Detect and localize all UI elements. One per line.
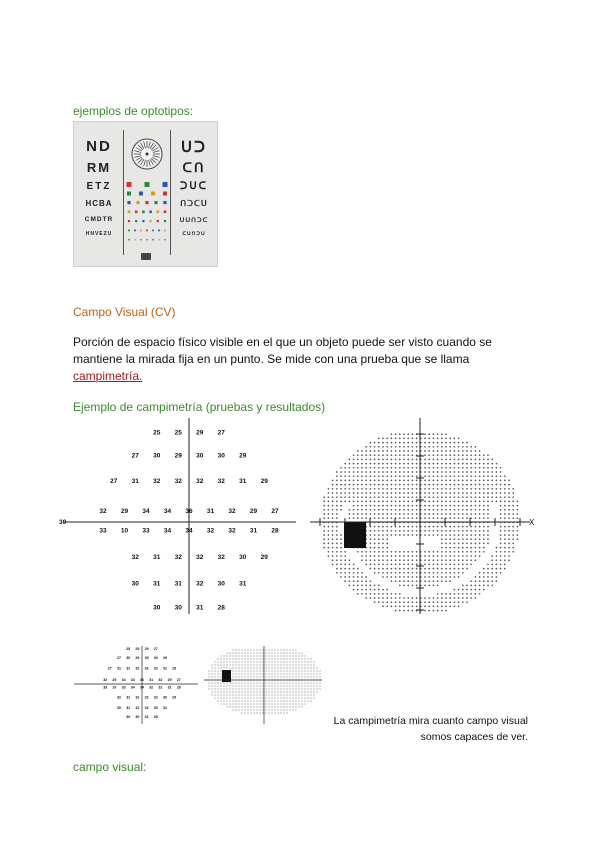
- symbol-row: ᑌᑌᑎᑐᑕ: [179, 217, 209, 224]
- sensitivity-value: 27: [217, 429, 225, 437]
- color-dot: [136, 201, 139, 204]
- symbol-row: ᑎᑐᑕᑌ: [180, 199, 208, 208]
- sensitivity-value: 32: [135, 666, 140, 671]
- astigmatism-dial-icon: [129, 136, 165, 172]
- color-dot: [146, 230, 148, 232]
- sensitivity-value: 32: [217, 553, 225, 561]
- sensitivity-value: 31: [135, 705, 140, 710]
- sensitivity-value: 29: [172, 666, 177, 671]
- sensitivity-value: 31: [163, 666, 167, 671]
- sensitivity-value: 32: [228, 507, 236, 515]
- sensitivity-value: 31: [126, 705, 131, 710]
- sensitivity-value: 34: [163, 527, 172, 535]
- sensitivity-value: 34: [163, 507, 172, 515]
- color-dot: [142, 211, 145, 214]
- sensitivity-value: 25: [135, 646, 140, 651]
- color-dot: [140, 230, 142, 232]
- color-dot: [142, 220, 144, 222]
- sensitivity-value: 33: [121, 685, 126, 690]
- color-dot: [158, 230, 160, 232]
- sensitivity-value: 29: [260, 553, 268, 561]
- sensitivity-value: 32: [206, 527, 215, 535]
- color-dot: [135, 220, 137, 222]
- sensitivity-value: 30: [196, 452, 204, 460]
- blind-spot: [344, 522, 366, 548]
- sensitivity-value: 31: [206, 507, 215, 515]
- sensitivity-value: 29: [135, 656, 140, 661]
- sensitivity-value: 34: [140, 685, 144, 690]
- sensitivity-value: 34: [130, 685, 135, 690]
- sensitivity-value: 28: [153, 715, 158, 720]
- color-dot: [151, 192, 155, 196]
- color-dot: [145, 201, 148, 204]
- sensitivity-value: 31: [153, 580, 161, 588]
- sensitivity-value: 32: [196, 553, 204, 561]
- sensitivity-value: 33: [99, 527, 107, 535]
- sensitivity-value: 36: [140, 678, 144, 683]
- sensitivity-value: 30: [153, 452, 161, 460]
- sensitivity-value: 34: [130, 678, 135, 683]
- symbol-row: ᑌᑐ: [181, 139, 207, 156]
- campimetry-link[interactable]: campimetría.: [73, 369, 143, 383]
- sensitivity-value: 29: [239, 452, 247, 460]
- sensitivity-value: 32: [153, 477, 161, 485]
- sensitivity-value: 31: [239, 580, 247, 588]
- sensitivity-value: 29: [196, 429, 204, 437]
- sensitivity-value: 32: [228, 527, 236, 535]
- sensitivity-value: 29: [260, 477, 268, 485]
- sensitivity-value: 30: [217, 580, 225, 588]
- color-dot: [154, 201, 157, 204]
- sensitivity-value: 31: [131, 477, 139, 485]
- sensitivity-value: 32: [196, 580, 204, 588]
- sensitivity-value: 29: [144, 646, 149, 651]
- sensitivity-value: 33: [142, 527, 150, 535]
- sensitivity-value: 32: [153, 695, 158, 700]
- sensitivity-value: 34: [185, 527, 193, 535]
- definition-line-1: Porción de espacio físico visible en el que un objeto puede ser visto cuando se: [73, 335, 492, 349]
- sensitivity-value: 25: [174, 429, 182, 437]
- sensitivity-value: 32: [117, 695, 121, 700]
- optotype-chart-image: [73, 121, 218, 267]
- sensitivity-value: 34: [121, 678, 126, 683]
- sensitivity-value: 28: [271, 527, 279, 535]
- letter-row: RM: [86, 160, 112, 175]
- color-dot: [127, 182, 132, 187]
- color-dot: [135, 211, 138, 214]
- color-dot: [164, 230, 166, 232]
- sensitivity-value: 32: [144, 695, 149, 700]
- symbol-row: ᑐᑌᑕ: [180, 181, 208, 192]
- sensitivity-value: 30: [135, 715, 140, 720]
- sensitivity-value: 30: [153, 656, 158, 661]
- optotypes-heading: ejemplos de optotipos:: [73, 104, 194, 118]
- color-dot: [145, 182, 150, 187]
- sensitivity-value: 32: [126, 666, 131, 671]
- sensitivity-value: 31: [249, 527, 258, 535]
- sensitivity-value: 31: [239, 477, 247, 485]
- color-dot: [128, 239, 129, 240]
- sensitivity-value: 30: [174, 604, 182, 612]
- sensitivity-value: 27: [117, 656, 121, 661]
- sensitivity-value: 32: [135, 695, 140, 700]
- color-dot: [134, 230, 136, 232]
- sensitivity-value: 31: [126, 695, 131, 700]
- color-dot: [139, 192, 143, 196]
- sensitivity-value: 30: [126, 656, 131, 661]
- sensitivity-value: 31: [144, 715, 149, 720]
- color-dot: [150, 220, 152, 222]
- sensitivity-value: 30: [153, 604, 161, 612]
- sensitivity-value: 31: [174, 580, 182, 588]
- sensitivity-value: 25: [153, 429, 161, 437]
- sensitivity-value: 32: [158, 685, 163, 690]
- color-dot: [164, 211, 167, 214]
- letter-row: ND: [86, 138, 112, 155]
- symbol-row: ᑕᑌᑎᑐᑌ: [182, 231, 206, 237]
- sensitivity-value: 29: [120, 507, 129, 515]
- sensitivity-value: 29: [167, 678, 172, 683]
- sensitivity-value: 34: [142, 507, 150, 515]
- color-dot: [128, 230, 130, 232]
- sensitivity-value: 27: [176, 678, 181, 683]
- sensitivity-value: 30: [217, 452, 225, 460]
- letter-row: CMDTR: [84, 216, 114, 223]
- sensitivity-value: 31: [117, 666, 121, 671]
- letter-row: ETZ: [86, 181, 112, 192]
- color-dot: [140, 239, 141, 240]
- sensitivity-value: 32: [131, 553, 139, 561]
- color-dot: [127, 201, 130, 204]
- sensitivity-value: 31: [196, 604, 204, 612]
- sensitivity-value: 32: [103, 678, 108, 683]
- axis-label-left: 30: [59, 519, 67, 526]
- sensitivity-value: 32: [217, 477, 225, 485]
- sensitivity-value: 32: [99, 507, 107, 515]
- visual-field-subheading: campo visual:: [73, 760, 147, 774]
- sensitivity-value: 29: [112, 678, 117, 683]
- sensitivity-value: 29: [174, 452, 182, 460]
- color-dot: [134, 239, 135, 240]
- sensitivity-value: 25: [126, 646, 131, 651]
- sensitivity-value: 31: [163, 705, 167, 710]
- color-dot: [163, 182, 168, 187]
- sensitivity-value: 30: [131, 580, 139, 588]
- sensitivity-value: 10: [112, 685, 117, 690]
- color-dot: [152, 239, 153, 240]
- caption-line-2: somos capaces de ver.: [420, 731, 528, 743]
- campimetry-caption: [318, 713, 528, 745]
- sensitivity-value: 30: [239, 553, 247, 561]
- campimetry-numeric-chart: [56, 416, 306, 616]
- sensitivity-value: 31: [149, 678, 154, 683]
- visual-field-dot-plot-small: [202, 644, 328, 726]
- color-dot: [163, 192, 167, 196]
- sensitivity-value: 32: [144, 666, 149, 671]
- sensitivity-value: 10: [120, 527, 129, 535]
- color-dot: [157, 220, 159, 222]
- sensitivity-value: 32: [149, 685, 154, 690]
- color-dot: [164, 239, 165, 240]
- sensitivity-value: 30: [153, 705, 158, 710]
- sensitivity-value: 32: [174, 553, 182, 561]
- sensitivity-value: 31: [167, 685, 172, 690]
- sensitivity-value: 32: [153, 666, 158, 671]
- color-dot: [127, 192, 131, 196]
- visual-field-definition: [73, 334, 533, 385]
- chart-logo: [141, 253, 151, 260]
- sensitivity-value: 30: [144, 656, 149, 661]
- sensitivity-value: 32: [144, 705, 149, 710]
- sensitivity-value: 29: [163, 656, 167, 661]
- letter-row: HCBA: [85, 199, 113, 208]
- sensitivity-value: 30: [126, 715, 131, 720]
- color-dot: [128, 220, 130, 222]
- color-dot: [152, 230, 154, 232]
- sensitivity-value: 28: [217, 604, 225, 612]
- color-dot: [163, 201, 166, 204]
- sensitivity-value: 32: [158, 678, 163, 683]
- sensitivity-value: 29: [249, 507, 258, 515]
- sensitivity-value: 30: [163, 695, 167, 700]
- caption-line-1: La campimetría mira cuanto campo visual: [333, 715, 528, 727]
- sensitivity-value: 32: [196, 477, 204, 485]
- color-dot: [149, 211, 152, 214]
- color-dot: [158, 239, 159, 240]
- sensitivity-value: 27: [107, 666, 112, 671]
- sensitivity-value: 27: [131, 452, 139, 460]
- visual-field-dot-plot: [308, 416, 540, 616]
- sensitivity-value: 33: [103, 685, 108, 690]
- campimetry-example-heading: Ejemplo de campimetría (pruebas y resultados): [73, 400, 326, 414]
- letter-row: HNVEZU: [85, 231, 113, 237]
- axis-label-right: X: [529, 518, 535, 527]
- color-dot: [146, 239, 147, 240]
- sensitivity-value: 36: [185, 507, 193, 515]
- color-optotypes: [126, 178, 168, 248]
- color-dot: [157, 211, 160, 214]
- sensitivity-value: 30: [117, 705, 121, 710]
- color-dot: [164, 220, 166, 222]
- sensitivity-value: 31: [153, 553, 161, 561]
- visual-field-heading: Campo Visual (CV): [73, 305, 176, 319]
- symbol-row: ᑕᑎ: [182, 160, 206, 175]
- sensitivity-value: 32: [174, 477, 182, 485]
- sensitivity-value: 29: [172, 695, 177, 700]
- color-dot: [128, 211, 131, 214]
- sensitivity-value: 28: [176, 685, 181, 690]
- definition-line-2: mantiene la mirada fija en un punto. Se mide con una prueba que se llama: [73, 352, 470, 366]
- sensitivity-value: 27: [271, 507, 279, 515]
- sensitivity-value: 27: [110, 477, 118, 485]
- campimetry-numeric-chart-small: [70, 644, 202, 726]
- sensitivity-value: 27: [153, 646, 158, 651]
